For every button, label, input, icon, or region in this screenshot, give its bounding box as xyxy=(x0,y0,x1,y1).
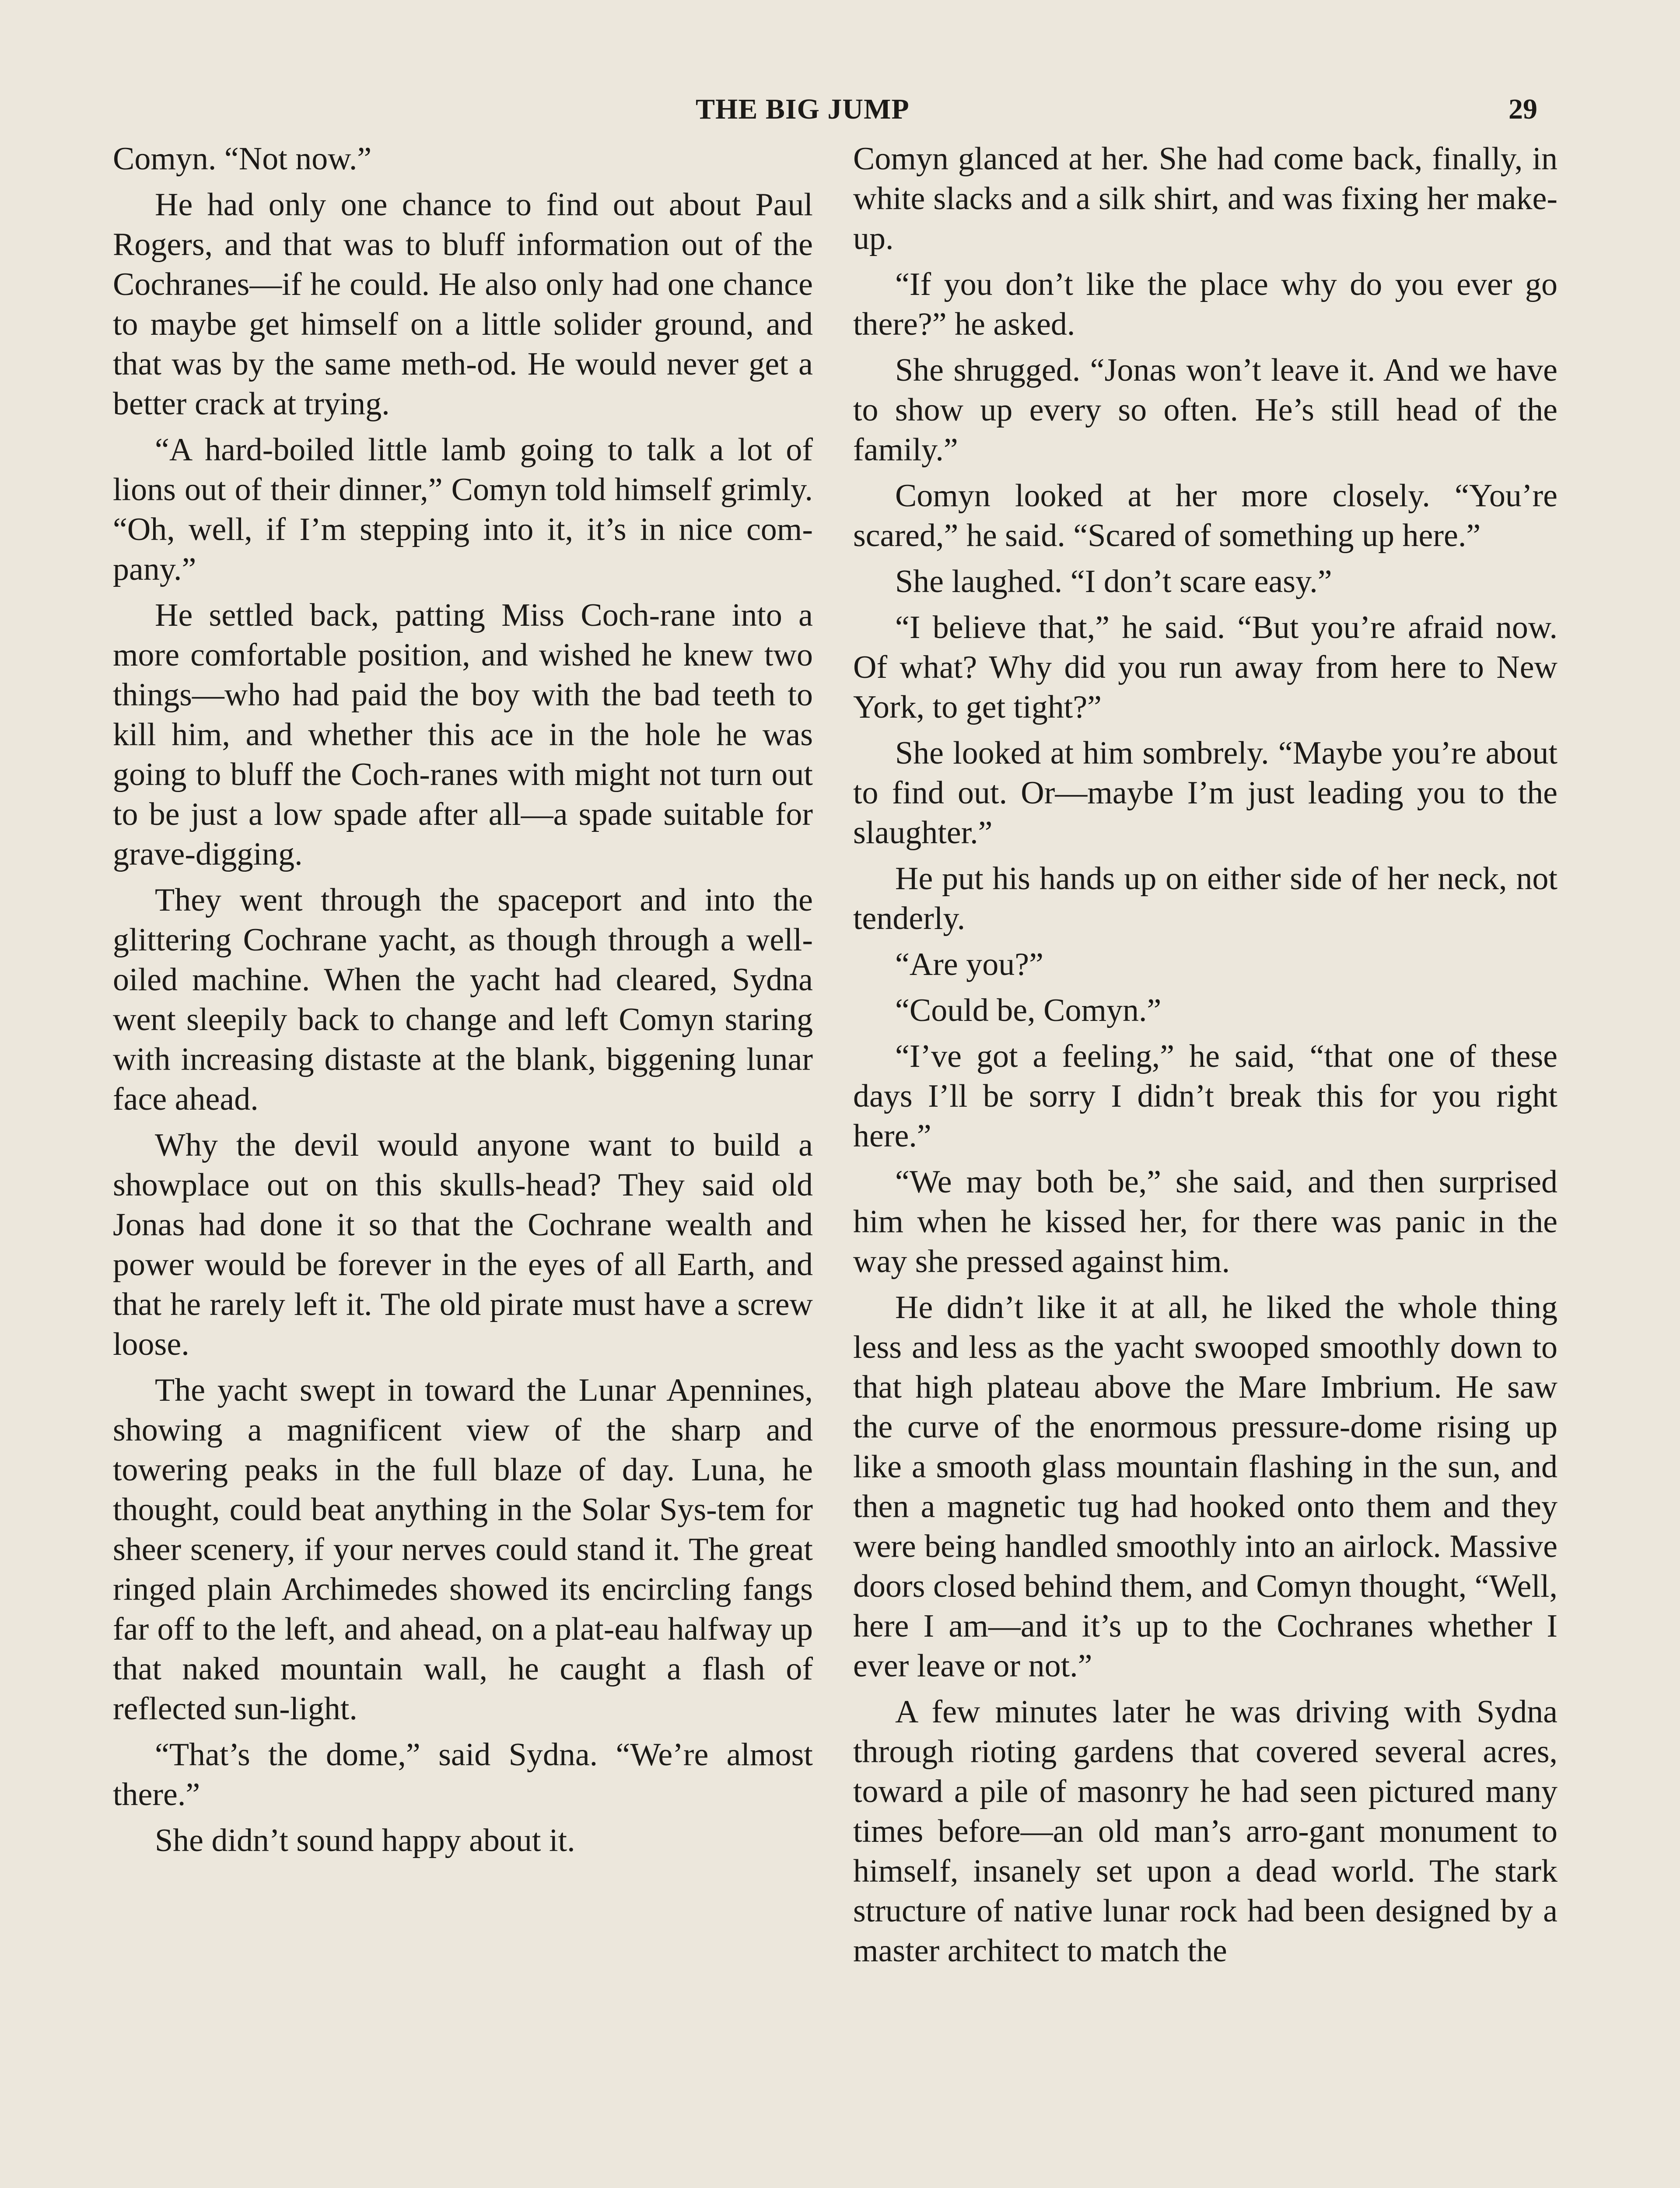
running-title: THE BIG JUMP xyxy=(696,93,910,125)
paragraph: He settled back, patting Miss Coch-rane into a more comfortable position, and wished he knew two things—who had paid the boy with the bad teeth to kill him, and whether this ace in the hole he was going to bluff the Coch-ranes with might not turn out to be just a low spade after all—a spade suitable for grave-digging. xyxy=(113,597,813,872)
paragraph: She looked at him sombrely. “Maybe you’re about to find out. Or—maybe I’m just leading you to the slaughter.” xyxy=(853,735,1558,851)
paragraph: He had only one chance to find out about Paul Rogers, and that was to bluff information out of the Cochranes—if he could. He also only had one chance to maybe get himself on a little solider ground, and that was by the same meth-od. He would never get a better crack at trying. xyxy=(113,187,813,422)
paragraph: “A hard-boiled little lamb going to talk a lot of lions out of their dinner,” Comyn told himself grimly. “Oh, well, if I’m stepping into it, it’s in nice com-pany.” xyxy=(113,432,813,587)
paragraph: Comyn looked at her more closely. “You’re scared,” he said. “Scared of something up here.” xyxy=(853,478,1558,554)
paragraph: She didn’t sound happy about it. xyxy=(155,1823,575,1858)
paragraph: Comyn glanced at her. She had come back, finally, in white slacks and a silk shirt, and was fixing her make-up. xyxy=(853,141,1558,256)
paragraph: A few minutes later he was driving with Sydna through rioting gardens that covered several acres, toward a pile of masonry he had seen pictured many times before—an old man’s arro-gant monument to himself, insanely set upon a dead world. The stark structure of native lunar rock had been designed by a master architect to match the xyxy=(853,1694,1558,1969)
paragraph: “Could be, Comyn.” xyxy=(895,992,1162,1028)
paragraph: Why the devil would anyone want to build a showplace out on this skulls-head? They said old Jonas had done it so that the Cochrane wealth and power would be forever in the eyes of all Earth, and that he rarely left it. The old pirate must have a screw loose. xyxy=(113,1127,813,1362)
paragraph: “We may both be,” she said, and then surprised him when he kissed her, for there was panic in the way she pressed against him. xyxy=(853,1164,1558,1280)
paragraph: “Are you?” xyxy=(895,947,1043,982)
paragraph: They went through the spaceport and into the glittering Cochrane yacht, as though through a well-oiled machine. When the yacht had cleared, Sydna went sleepily back to change and left Comyn staring with increasing distaste at the blank, biggening lunar face ahead. xyxy=(113,882,813,1117)
paragraph: She laughed. “I don’t scare easy.” xyxy=(895,564,1332,600)
paragraph: He put his hands up on either side of her neck, not tenderly. xyxy=(853,861,1558,936)
paragraph: She shrugged. “Jonas won’t leave it. And we have to show up every so often. He’s still head of the family.” xyxy=(853,352,1558,468)
paragraph: “I believe that,” he said. “But you’re afraid now. Of what? Why did you run away from here to New York, to get tight?” xyxy=(853,610,1558,725)
paragraph: “That’s the dome,” said Sydna. “We’re almost there.” xyxy=(113,1737,813,1813)
paragraph: He didn’t like it at all, he liked the whole thing less and less as the yacht swooped smoothly down to that high plateau above the Mare Imbrium. He saw the curve of the enormous pressure-dome rising up like a smooth glass mountain flashing in the sun, and then a magnetic tug had hooked onto them and they were being handled smoothly into an airlock. Massive doors closed behind them, and Comyn thought, “Well, here I am—and it’s up to the Cochranes whether I ever leave or not.” xyxy=(853,1290,1558,1684)
page-number: 29 xyxy=(1508,93,1537,125)
left-column xyxy=(113,139,813,1867)
paragraph: “If you don’t like the place why do you ever go there?” he asked. xyxy=(853,266,1558,342)
right-column xyxy=(853,139,1558,1977)
paragraph: “I’ve got a feeling,” he said, “that one of these days I’ll be sorry I didn’t break this for you right here.” xyxy=(853,1038,1558,1154)
paragraph: The yacht swept in toward the Lunar Apennines, showing a magnificent view of the sharp and towering peaks in the full blaze of day. Luna, he thought, could beat anything in the Solar Sys-tem for sheer scenery, if your nerves could stand it. The great ringed plain Archimedes showed its encircling fangs far off to the left, and ahead, on a plat-eau halfway up that naked mountain wall, he caught a flash of reflected sun-light. xyxy=(113,1372,813,1727)
paragraph: Comyn. “Not now.” xyxy=(113,141,372,177)
